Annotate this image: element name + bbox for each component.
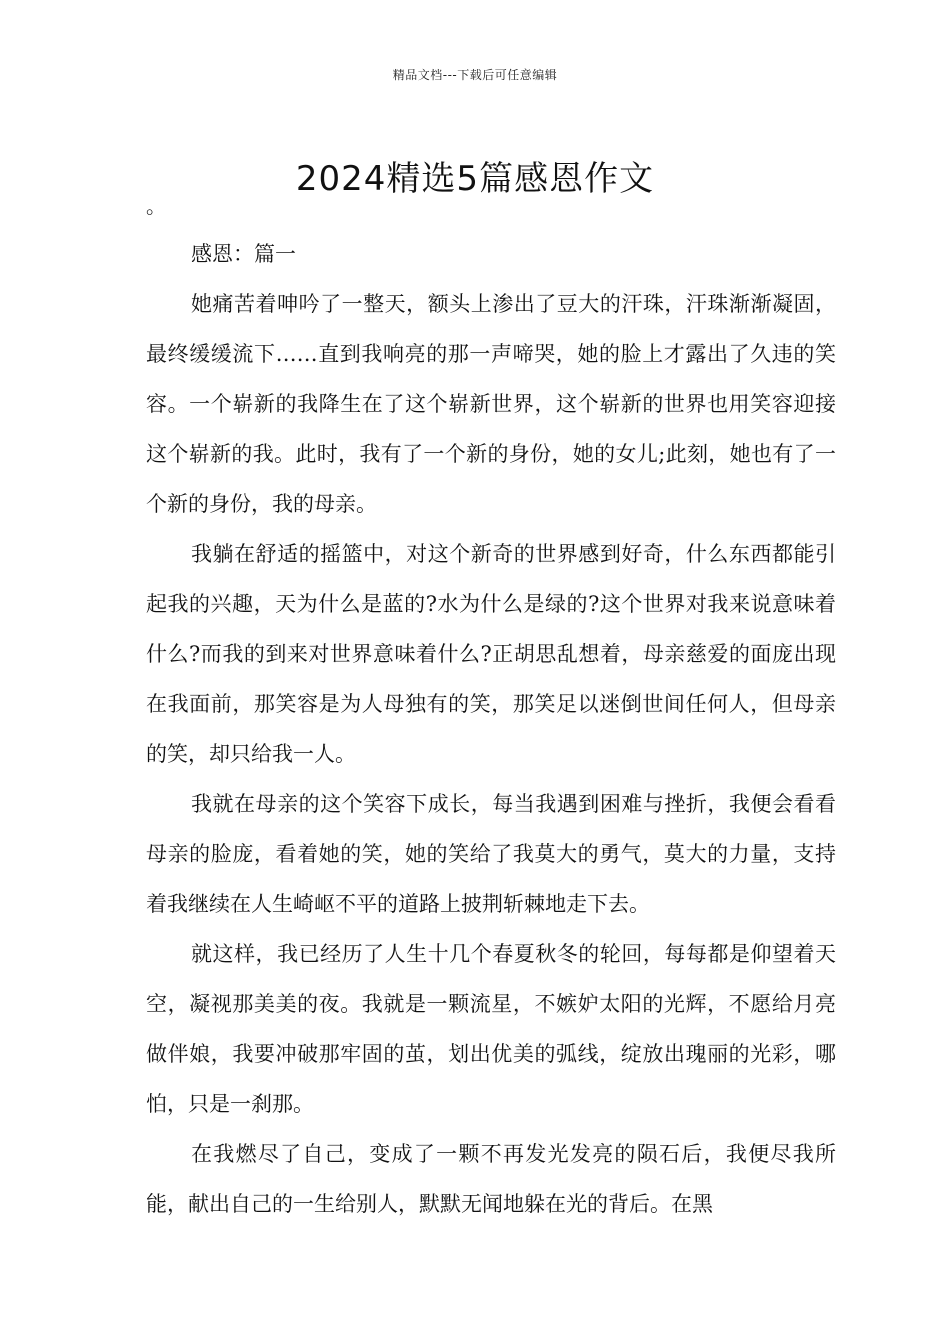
paragraph: 她痛苦着呻吟了一整天，额头上渗出了豆大的汗珠，汗珠渐渐凝固，最终缓缓流下……直到我响亮的那一声啼哭，她的脸上才露出了久违的笑容。一个崭新的我降生在了这个崭新世界，这个崭新的世界也用笑容迎接这个崭新的我。此时，我有了一个新的身份，她的女儿;此刻，她也有了一个新的身份，我的母亲。 [146, 292, 836, 516]
page-title: 2024精选5篇感恩作文 [295, 158, 655, 199]
paragraph: 我就在母亲的这个笑容下成长，每当我遇到困难与挫折，我便会看看母亲的脸庞，看着她的笑，她的笑给了我莫大的勇气，莫大的力量，支持着我继续在人生崎岖不平的道路上披荆斩棘地走下去。 [146, 792, 836, 916]
stray-punctuation: 。 [146, 194, 166, 218]
article-body [146, 229, 836, 1229]
paragraph: 就这样，我已经历了人生十几个春夏秋冬的轮回，每每都是仰望着天空，凝视那美美的夜。我就是一颗流星，不嫉妒太阳的光辉，不愿给月亮做伴娘，我要冲破那牢固的茧，划出优美的弧线，绽放出瑰丽的光彩，哪怕，只是一刹那。 [146, 942, 836, 1116]
header-note: 精品文档---下载后可任意编辑 [392, 68, 558, 82]
paragraph: 我躺在舒适的摇篮中，对这个新奇的世界感到好奇，什么东西都能引起我的兴趣，天为什么是蓝的?水为什么是绿的?这个世界对我来说意味着什么?而我的到来对世界意味着什么?正胡思乱想着，母亲慈爱的面庞出现在我面前，那笑容是为人母独有的笑，那笑足以迷倒世间任何人，但母亲的笑，却只给我一人。 [146, 542, 836, 766]
paragraph: 在我燃尽了自己，变成了一颗不再发光发亮的陨石后，我便尽我所能，献出自己的一生给别人，默默无闻地躲在光的背后。在黑 [146, 1142, 836, 1216]
section-heading: 感恩：篇一 [191, 242, 296, 266]
